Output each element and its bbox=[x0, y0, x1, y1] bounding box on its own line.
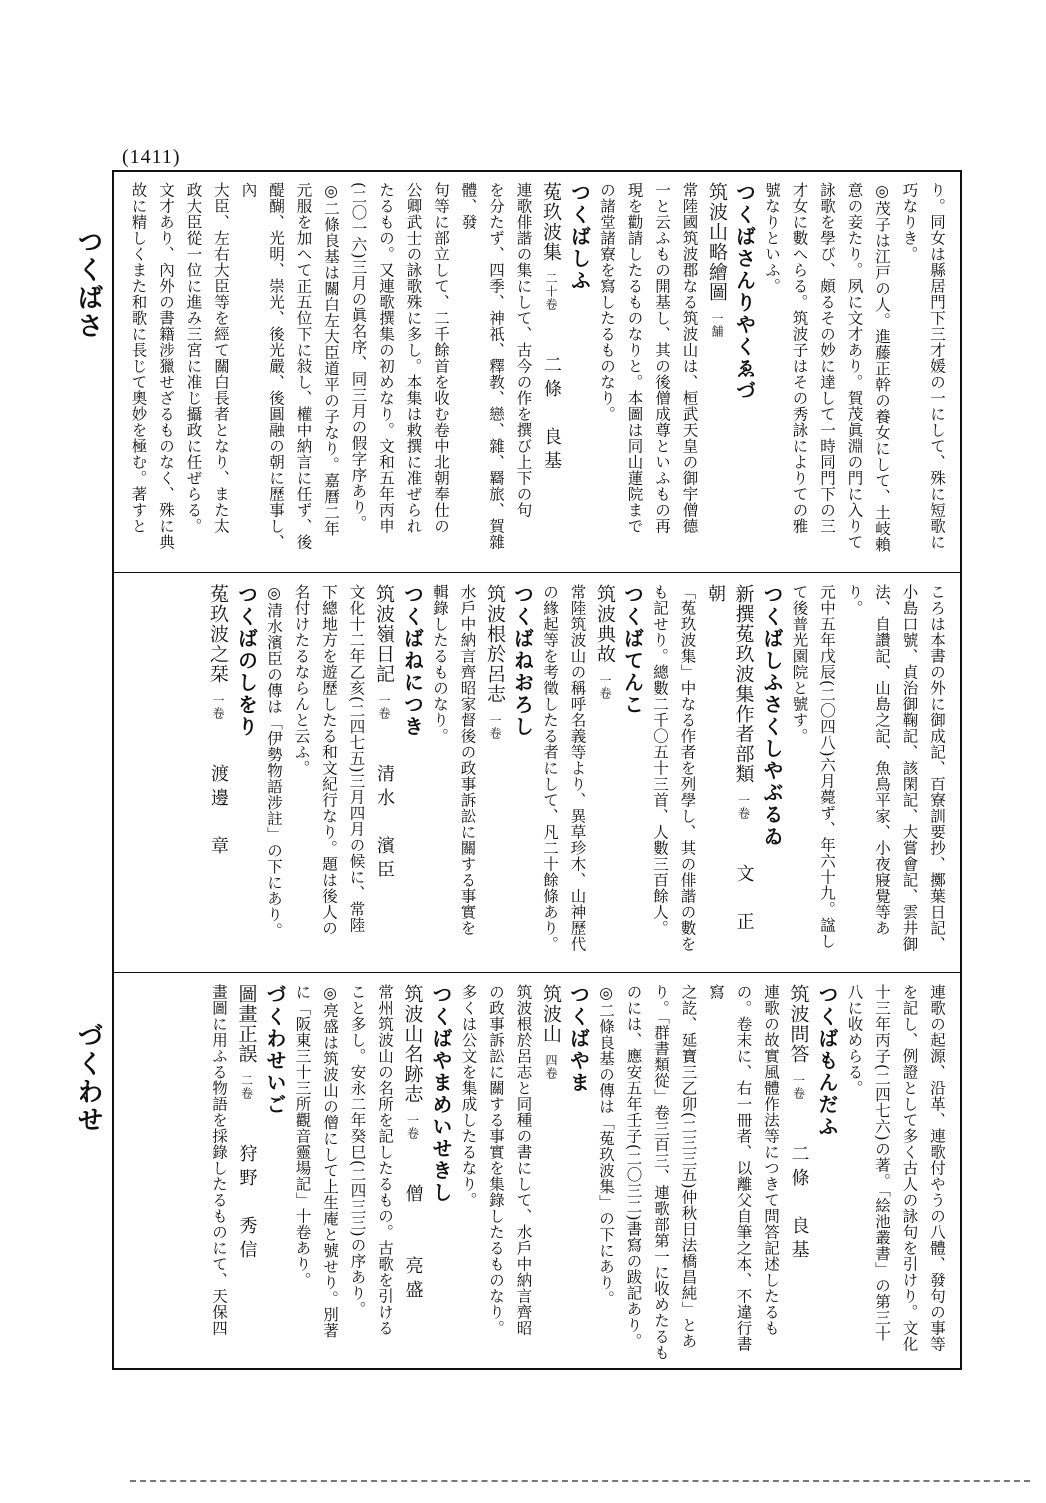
page-frame bbox=[112, 170, 962, 1370]
section-middle bbox=[124, 584, 950, 962]
entry-title-line bbox=[204, 584, 233, 962]
entry-heading: つくばのしをり bbox=[234, 584, 259, 738]
page-number: (1411) bbox=[122, 146, 181, 168]
entry-volumes: 一卷 bbox=[488, 714, 502, 740]
text-column: 詠歌を學び、頗るその妙に達して一時同門下の三 bbox=[818, 182, 836, 534]
entry-title-line bbox=[537, 984, 565, 1362]
text-column: 才女に數へらる。筑波子はその秀詠によりての雅 bbox=[790, 182, 809, 534]
section-top bbox=[124, 182, 950, 560]
text-column: も記せり。總數二千〇五十三首、人數三百餘人。 bbox=[651, 584, 669, 936]
text-column: 十三年丙子(二四七六)の著。「絵池叢書」の第三十 bbox=[873, 984, 891, 1342]
entry-author: 二條 良基 bbox=[541, 355, 562, 475]
entry-heading: つくばしふさくしやぶるゐ bbox=[760, 584, 784, 848]
entry-volumes: 一卷 bbox=[736, 794, 751, 820]
text-column: 公卿武士の詠歌殊に多し。本集は敕撰に准ぜられ bbox=[404, 182, 423, 534]
guide-word-bottom: づくわせ bbox=[73, 1022, 103, 1134]
text-column: を分たず、四季、神祇、釋教、戀、雜、羇旅、賀雜體、發 bbox=[459, 182, 505, 550]
entry-title-line bbox=[370, 584, 399, 962]
section-divider bbox=[114, 572, 960, 573]
guide-word-top: つくばさ bbox=[73, 228, 103, 340]
text-column: 巧なりき。 bbox=[900, 182, 919, 262]
text-column: の政事訴訟に關する事實を集錄したるものなり。 bbox=[487, 984, 505, 1336]
text-column: の緣起等を考徵したる者にして、凡二十餘條あり。 bbox=[541, 584, 559, 952]
text-column: たるもの。又連歌撰集の初めなり。文和五年丙申 bbox=[377, 182, 395, 534]
entry-title-line bbox=[784, 984, 813, 1362]
entry-heading: つくばやまめいせきし bbox=[429, 984, 453, 1204]
entry-author: 文 正 朝 bbox=[705, 584, 755, 960]
entry-volumes: 一卷 bbox=[211, 694, 225, 720]
entry-volumes: 一卷 bbox=[405, 1114, 420, 1140]
entry-author: 渡邊 章 bbox=[208, 764, 229, 860]
text-column: 大臣、左右大臣等を經て關白長者となり、また太 bbox=[212, 182, 230, 534]
text-column: 句等に部立して、二千餘首を收む卷中北朝奉仕の bbox=[432, 182, 450, 534]
text-column: 法、自讚記、山島之記、魚鳥平家、小夜寢覺等あり。 bbox=[845, 584, 891, 936]
entry-title-line bbox=[703, 182, 731, 560]
text-column: 名付けたるならんと云ふ。 bbox=[292, 584, 311, 776]
entry-title-line bbox=[701, 584, 758, 962]
entry-volumes: 四卷 bbox=[544, 1054, 558, 1080]
entry-volumes: 一卷 bbox=[377, 694, 391, 720]
text-column: 八に收めらる。 bbox=[845, 984, 864, 1096]
text-column: 多くは公文を集成したるなり。 bbox=[459, 984, 478, 1208]
entry-author: 僧 亮盛 bbox=[402, 1184, 424, 1304]
text-column: て後普光園院と號す。 bbox=[790, 584, 809, 744]
entry-title: 菟玖波之栞 bbox=[207, 584, 229, 684]
text-column: ◎清水濱臣の傳は「伊勢物語涉註」の下にあり。 bbox=[265, 584, 283, 939]
entry-title: 筑波典故 bbox=[594, 584, 616, 664]
text-column: ころは本書の外に御成記、百寮訓要抄、擲葉日記、 bbox=[928, 584, 946, 952]
entry-author: 二條 良基 bbox=[788, 1144, 810, 1264]
entry-title: 筑波嶺日記 bbox=[373, 584, 395, 684]
text-column: に「阪東三十三所觀音靈場記」十卷あり。 bbox=[293, 984, 312, 1288]
entry-volumes: 一卷 bbox=[791, 1074, 806, 1100]
entry-title: 新撰菟玖波集作者部類 bbox=[732, 584, 755, 784]
text-column: 常州筑波山の名所を記したるもの。古歌を引ける bbox=[376, 984, 394, 1336]
entry-volumes: 二十卷 bbox=[544, 272, 558, 311]
bottom-dashed-line bbox=[130, 1480, 1030, 1482]
text-column: のには、應安五年壬子(二〇三二)書寫の跋記あり。 bbox=[624, 984, 643, 1350]
text-column: 意の妾たり。夙に文才あり。賀茂眞淵の門に入りて bbox=[845, 182, 864, 550]
text-column: の。卷末に、右一冊者、以離父自筆之本、不違行書寫 bbox=[707, 984, 753, 1352]
text-column: り。同女は縣居門下三才媛の一にして、殊に短歌に bbox=[928, 182, 946, 550]
text-column: 連歌の起源、沿革、連歌付やうの八體、發句の事等 bbox=[928, 984, 946, 1352]
entry-heading: つくばねおろし bbox=[510, 584, 535, 738]
entry-title-line bbox=[481, 584, 509, 962]
text-column: 小島口號、貞治御鞠記、該閑記、大嘗會記、雲井御 bbox=[900, 584, 919, 952]
entry-heading: つくばさんりやくゑづ bbox=[732, 182, 757, 402]
entry-heading: つくばてんこ bbox=[620, 584, 645, 716]
text-column: こと多し。安永二年癸巳(二四三三)の序あり。 bbox=[348, 984, 367, 1318]
entry-title-line bbox=[591, 584, 619, 962]
entry-title: 圖畫正誤 bbox=[235, 984, 258, 1064]
text-column: 一と云ふもの開基し、其の後僧成尊といふもの再 bbox=[653, 182, 671, 534]
text-column: 醍醐、光明、崇光、後光嚴、後圓融の朝に歷事し、內 bbox=[239, 182, 285, 550]
entry-heading: つくばやま bbox=[566, 984, 591, 1094]
text-column: 輯錄したるものなり。 bbox=[431, 584, 449, 744]
text-column: 文才あり、內外の書籍涉獵せざるものなく、殊に典 bbox=[157, 182, 175, 550]
text-column: 畫圖に用ふる物語を採錄したるものにて、天保四 bbox=[210, 984, 228, 1336]
text-column: の諸堂諸寮を寫したるものなり。 bbox=[598, 182, 616, 422]
section-bottom bbox=[124, 984, 950, 1362]
text-column: 「菟玖波集」中なる作者を列學し、其の俳諧の數を bbox=[678, 584, 697, 952]
entry-title: 筑波根於呂志 bbox=[484, 584, 506, 704]
entry-title: 菟玖波集 bbox=[540, 182, 562, 262]
text-column: (二〇一六)三月の眞名序、同三月の假字序あり。 bbox=[349, 182, 368, 532]
text-column: ◎二條良基は關白左大臣道平の子なり。嘉曆二年 bbox=[322, 182, 340, 537]
entry-heading: つくばしふ bbox=[567, 182, 592, 292]
text-column: ◎茂子は江戸の人。進藤正幹の養女にして、土岐賴 bbox=[873, 182, 891, 553]
entry-title: 筑波山 bbox=[540, 984, 562, 1044]
text-column: 政大臣從一位に進み三宮に准じ攝政に任ぜらる。 bbox=[184, 182, 203, 534]
entry-volumes: 一卷 bbox=[598, 674, 612, 700]
entry-heading: づくわせいご bbox=[263, 984, 287, 1116]
section-divider bbox=[114, 972, 960, 973]
entry-volumes: 一舗 bbox=[710, 312, 724, 338]
entry-title: 筑波山名跡志 bbox=[401, 984, 424, 1104]
text-column: を記し、例證として多く古人の詠句を引けり。文化 bbox=[900, 984, 919, 1352]
text-column: ◎二條良基の傳は「菟玖波集」の下にあり。 bbox=[597, 984, 615, 1307]
entry-title-line bbox=[398, 984, 427, 1362]
text-column: 現を勸請したるものなりと。本圖は同山蓮院まで bbox=[625, 182, 644, 534]
text-column: 筑波根於呂志と同種の書にして、水戶中納言齊昭 bbox=[514, 984, 533, 1336]
text-column: ◎亮盛は筑波山の僧にして上生庵と號せり。別著 bbox=[321, 984, 339, 1339]
text-column: 元中五年戊辰(二〇四八)六月薨ず、年六十九。諡し bbox=[818, 584, 836, 950]
text-column: 常陸國筑波郡なる筑波山は、桓武天皇の御宇僧德 bbox=[680, 182, 699, 534]
text-column: 下總地方を遊歷したる和文紀行なり。題は後人の bbox=[320, 584, 338, 936]
entry-title: 筑波問答 bbox=[787, 984, 810, 1064]
text-column: り。「群書類從」卷三百三、連歌部第一に收めたるも bbox=[652, 984, 670, 1361]
entry-title: 筑波山略繪圖 bbox=[706, 182, 728, 302]
text-column: 號なりといふ。 bbox=[763, 182, 781, 294]
text-column: 元服を加へて正五位下に敍し、權中納言に任ず、後 bbox=[294, 182, 313, 550]
text-column: 之訖、延寶三乙卯(二三三五)仲秋日法橋昌純」とあ bbox=[679, 984, 698, 1350]
entry-volumes: 二卷 bbox=[239, 1074, 254, 1100]
text-column: 水戶中納言齊昭家督後の政事訴訟に關する事實を bbox=[458, 584, 477, 936]
entry-title-line bbox=[232, 984, 261, 1362]
text-column: 常陸筑波山の稱呼名義等より、異草珍木、山神歷代 bbox=[568, 584, 587, 952]
text-column: 故に精しくまた和歌に長じて奧妙を極む。著すと bbox=[129, 182, 148, 534]
entry-heading: つくばもんだふ bbox=[815, 984, 839, 1138]
text-column: 連歌俳諧の集にして、古今の作を撰び上下の句 bbox=[514, 182, 533, 518]
text-column: 連歌の故實風體作法等につきて問答記述したるも bbox=[762, 984, 780, 1336]
entry-title-line bbox=[537, 182, 566, 560]
entry-author: 清水 濱臣 bbox=[374, 764, 395, 884]
text-column: 文化十二年乙亥(二四七五)三月四月の候に、常陸 bbox=[347, 584, 366, 934]
entry-heading: つくばねにつき bbox=[400, 584, 425, 738]
entry-author: 狩野 秀信 bbox=[236, 1144, 258, 1264]
